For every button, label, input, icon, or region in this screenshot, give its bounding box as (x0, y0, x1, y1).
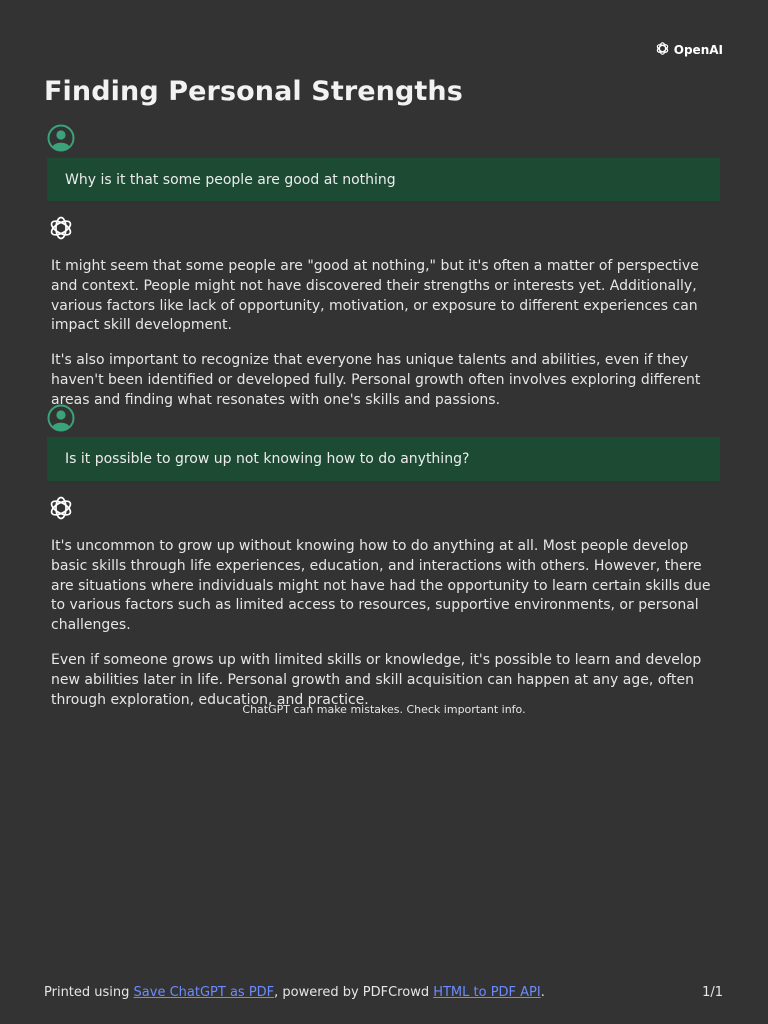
page-number: 1/1 (702, 985, 723, 1000)
user-avatar-icon (47, 124, 75, 152)
assistant-paragraph: Even if someone grows up with limited skills or knowledge, it's possible to learn and develop new abilities later in life. Personal growth and skill acquisition can happen at any age, often through exploration, education, and practice. (51, 651, 702, 708)
page-title: Finding Personal Strengths (44, 76, 463, 107)
html-to-pdf-api-link[interactable]: HTML to PDF API (433, 985, 541, 1000)
openai-logo-icon (654, 40, 671, 60)
assistant-message (51, 257, 723, 426)
user-message-text: Why is it that some people are good at nothing (65, 171, 396, 188)
chatgpt-logo-icon (47, 214, 75, 242)
chatgpt-logo-icon (47, 494, 75, 522)
user-message (47, 158, 720, 201)
assistant-paragraph: It's uncommon to grow up without knowing how to do anything at all. Most people develop basic skills through life experiences, education, and interactions with others. However, there are situations where individuals might not have had the opportunity to learn certain skills due to various factors such as limited access to resources, supportive environments, or personal challenges. (51, 538, 711, 634)
brand-name: OpenAI (673, 43, 723, 57)
footer-suffix: . (540, 985, 545, 1000)
footer-credit (44, 985, 545, 1000)
print-footer (44, 985, 723, 1000)
user-message (47, 437, 720, 481)
footer-middle: , powered by PDFCrowd (274, 985, 434, 1000)
user-avatar-icon (47, 404, 75, 432)
disclaimer-text: ChatGPT can make mistakes. Check important info. (242, 703, 526, 716)
footer-prefix: Printed using (44, 985, 134, 1000)
assistant-paragraph: It's also important to recognize that everyone has unique talents and abilities, even if they haven't been identified or developed fully. Personal growth often involves exploring different areas and finding what resonates with one's skills and passions. (51, 352, 701, 408)
save-chatgpt-pdf-link[interactable]: Save ChatGPT as PDF (133, 985, 275, 1000)
assistant-message (51, 537, 723, 725)
openai-brand (654, 40, 723, 60)
user-message-text: Is it possible to grow up not knowing how to do anything? (65, 451, 470, 467)
assistant-paragraph: It might seem that some people are "good at nothing," but it's often a matter of perspective and context. People might not have discovered their strengths or interests yet. Additionally, various factors like lack of opportunity, motivation, or exposure to different experiences can impact skill development. (51, 258, 699, 334)
